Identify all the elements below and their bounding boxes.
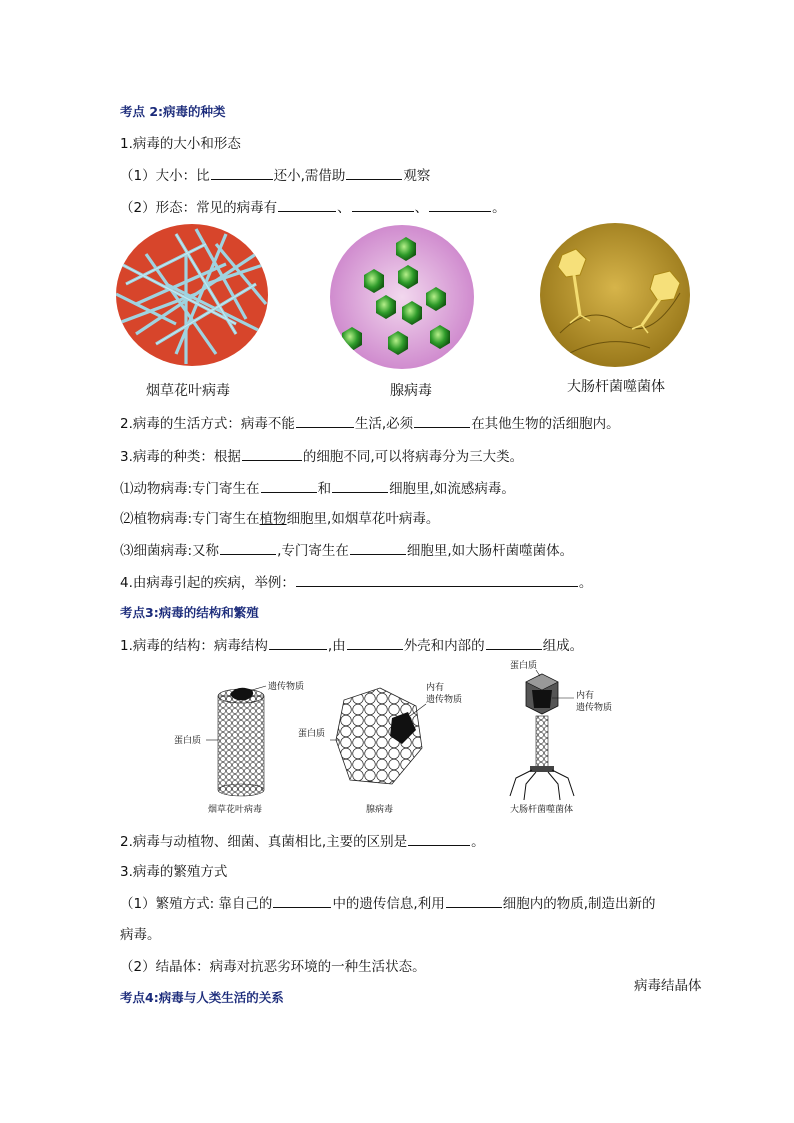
virus-structure-diagram bbox=[160, 660, 650, 822]
answer-blank[interactable] bbox=[414, 414, 470, 428]
s3-question-3-method: （1）繁殖方式: 靠自己的 中的遗传信息,利用 细胞内的物质,制造出新的 bbox=[120, 896, 656, 912]
phage-diagram bbox=[510, 670, 574, 800]
tmv-caption: 烟草花叶病毒 bbox=[208, 805, 263, 815]
s3-question-1: 1.病毒的结构：病毒结构 ,由 外壳和内部的 组成。 bbox=[120, 638, 584, 654]
answer-blank[interactable] bbox=[296, 573, 578, 587]
section-heading-4: 考点4:病毒与人类生活的关系 bbox=[120, 990, 284, 1005]
answer-blank[interactable] bbox=[278, 198, 336, 212]
adeno-caption: 腺病毒 bbox=[366, 805, 394, 815]
tmv-label-genetic: 遗传物质 bbox=[268, 682, 305, 692]
question-4: 4.由病毒引起的疾病，举例： 。 bbox=[120, 575, 593, 591]
adeno-label-inner: 内有 bbox=[426, 683, 445, 693]
question-1-shape: （2）形态：常见的病毒有 、 、 。 bbox=[120, 200, 506, 216]
tmv-label-protein: 蛋白质 bbox=[174, 736, 202, 746]
answer-blank[interactable] bbox=[350, 541, 406, 555]
answer-blank[interactable] bbox=[429, 198, 491, 212]
s3-question-3-method-cont: 病毒。 bbox=[120, 927, 161, 943]
tmv-photo bbox=[116, 224, 268, 366]
answer-blank[interactable] bbox=[242, 447, 302, 461]
answer-blank[interactable] bbox=[332, 479, 388, 493]
answer-blank[interactable] bbox=[261, 479, 317, 493]
phage-label-inner: 内有 bbox=[576, 691, 595, 701]
answer-blank[interactable] bbox=[486, 636, 542, 650]
crystal-caption: 病毒结晶体 bbox=[634, 978, 702, 994]
caption-phage: 大肠杆菌噬菌体 bbox=[567, 379, 665, 395]
answer-blank[interactable] bbox=[269, 636, 327, 650]
question-2: 2.病毒的生活方式：病毒不能 生活,必须 在其他生物的活细胞内。 bbox=[120, 416, 620, 432]
phage-label-protein: 蛋白质 bbox=[510, 661, 538, 671]
phage-caption: 大肠杆菌噬菌体 bbox=[510, 805, 574, 815]
answer-blank[interactable] bbox=[446, 894, 502, 908]
question-3-bacteria: ⑶细菌病毒:又称 ,专门寄生在 细胞里,如大肠杆菌噬菌体。 bbox=[120, 543, 574, 559]
question-1-size: （1）大小：比 还小,需借助 观察 bbox=[120, 168, 431, 184]
tmv-diagram bbox=[206, 686, 266, 796]
answer-blank[interactable] bbox=[296, 414, 354, 428]
answer-blank[interactable] bbox=[211, 166, 273, 180]
answer-blank[interactable] bbox=[346, 166, 402, 180]
s3-question-3: 3.病毒的繁殖方式 bbox=[120, 864, 228, 880]
question-3-plant: ⑵植物病毒:专门寄生在植物细胞里,如烟草花叶病毒。 bbox=[120, 511, 440, 527]
answer-blank[interactable] bbox=[273, 894, 331, 908]
question-3-animal: ⑴动物病毒:专门寄生在 和 细胞里,如流感病毒。 bbox=[120, 481, 515, 497]
answer-blank[interactable] bbox=[408, 832, 470, 846]
phage-photo bbox=[540, 223, 690, 367]
answer-blank[interactable] bbox=[220, 541, 276, 555]
s3-question-2: 2.病毒与动植物、细菌、真菌相比,主要的区别是 。 bbox=[120, 834, 485, 850]
adenovirus-diagram bbox=[330, 688, 426, 784]
adeno-label-genetic: 遗传物质 bbox=[426, 695, 463, 705]
section-heading-3: 考点3:病毒的结构和繁殖 bbox=[120, 605, 259, 620]
question-3: 3.病毒的种类：根据 的细胞不同,可以将病毒分为三大类。 bbox=[120, 449, 524, 465]
phage-label-genetic: 遗传物质 bbox=[576, 703, 613, 713]
adeno-label-protein: 蛋白质 bbox=[298, 729, 326, 739]
section-heading-2: 考点 2:病毒的种类 bbox=[120, 104, 226, 119]
answer-blank[interactable] bbox=[347, 636, 403, 650]
answer-blank[interactable] bbox=[352, 198, 414, 212]
caption-adenovirus: 腺病毒 bbox=[390, 383, 432, 399]
adenovirus-photo bbox=[330, 225, 474, 369]
caption-tmv: 烟草花叶病毒 bbox=[146, 383, 230, 399]
s3-question-3-crystal: （2）结晶体：病毒对抗恶劣环境的一种生活状态。 bbox=[120, 959, 426, 975]
question-1: 1.病毒的大小和形态 bbox=[120, 136, 241, 152]
